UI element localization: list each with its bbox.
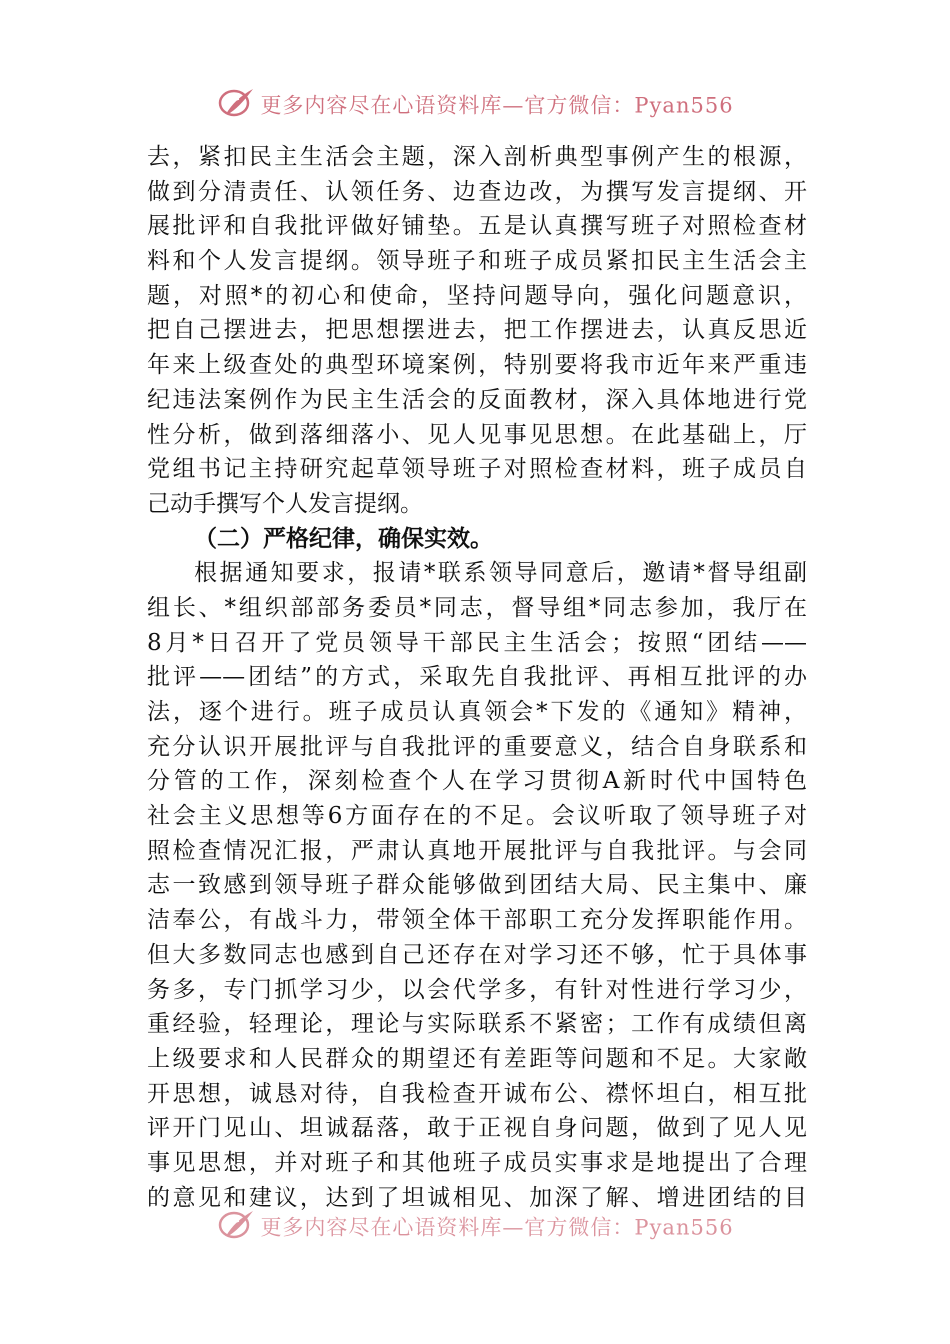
text-line: 志一致感到领导班子群众能够做到团结大局、民主集中、廉: [147, 872, 807, 899]
header-watermark: [0, 86, 950, 123]
text-line: 的意见和建议，达到了坦诚相见、加深了解、增进团结的目: [147, 1184, 807, 1211]
text-line: 分管的工作，深刻检查个人在学习贯彻A新时代中国特色: [147, 768, 807, 795]
text-line: 年来上级查处的典型环境案例，特别要将我市近年来严重违: [147, 352, 807, 379]
text-line: 党组书记主持研究起草领导班子对照检查材料，班子成员自: [147, 456, 807, 483]
text-line: 纪违法案例作为民主生活会的反面教材，深入具体地进行党: [147, 386, 807, 413]
text-line: 展批评和自我批评做好铺垫。五是认真撰写班子对照检查材: [147, 213, 807, 240]
text-line: 事见思想，并对班子和其他班子成员实事求是地提出了合理: [147, 1149, 807, 1176]
section-heading: （二）严格纪律，确保实效。: [194, 524, 493, 552]
text-line: 8月*日召开了党员领导干部民主生活会；按照“团结——: [147, 629, 807, 656]
text-line: 开思想，诚恳对待，自我检查开诚布公、襟怀坦白，相互批: [147, 1080, 807, 1107]
quill-logo-icon: [216, 1208, 256, 1245]
text-line: 评开门见山、坦诚磊落，敢于正视自身问题，做到了见人见: [147, 1115, 807, 1142]
text-line: 把自己摆进去，把思想摆进去，把工作摆进去，认真反思近: [147, 317, 807, 344]
watermark-text: 更多内容尽在心语资料库—官方微信：Pyan556: [260, 93, 734, 118]
text-line: 洁奉公，有战斗力，带领全体干部职工充分发挥职能作用。: [147, 907, 807, 934]
quill-logo-icon: [216, 86, 256, 123]
text-line: 法，逐个进行。班子成员认真领会*下发的《通知》精神，: [147, 699, 807, 725]
text-line: 批评——团结”的方式，采取先自我批评、再相互批评的办: [147, 664, 807, 691]
text-line: 上级要求和人民群众的期望还有差距等问题和不足。大家敞: [147, 1045, 807, 1072]
paragraph-2: [147, 556, 807, 1215]
text-line: 重经验，轻理论，理论与实际联系不紧密；工作有成绩但离: [147, 1011, 807, 1038]
text-line: 做到分清责任、认领任务、边查边改，为撰写发言提纲、开: [147, 178, 807, 205]
text-line: 组长、*组织部部务委员*同志，督导组*同志参加，我厅在: [147, 594, 807, 621]
watermark-text: 更多内容尽在心语资料库—官方微信：Pyan556: [260, 1215, 734, 1240]
text-line: 去，紧扣民主生活会主题，深入剖析典型事例产生的根源，: [147, 144, 807, 170]
text-line: 性分析，做到落细落小、见人见事见思想。在此基础上，厅: [147, 421, 807, 448]
text-line: 务多，专门抓学习少，以会代学多，有针对性进行学习少，: [147, 976, 807, 1003]
text-line: 根据通知要求，报请*联系领导同意后，邀请*督导组副: [194, 560, 807, 587]
footer-watermark: [0, 1208, 950, 1245]
text-line: 照检查情况汇报，严肃认真地开展批评与自我批评。与会同: [147, 837, 807, 864]
paragraph-1: [147, 140, 807, 522]
text-line: 但大多数同志也感到自己还存在对学习还不够，忙于具体事: [147, 941, 807, 968]
text-line: 题，对照*的初心和使命，坚持问题导向，强化问题意识，: [147, 282, 807, 309]
text-line: 社会主义思想等6方面存在的不足。会议听取了领导班子对: [147, 803, 807, 830]
text-line: 己动手撰写个人发言提纲。: [147, 490, 423, 517]
document-body: [147, 140, 807, 1215]
text-line: 料和个人发言提纲。领导班子和班子成员紧扣民主生活会主: [147, 248, 807, 275]
text-line: 充分认识开展批评与自我批评的重要意义，结合自身联系和: [147, 733, 807, 760]
